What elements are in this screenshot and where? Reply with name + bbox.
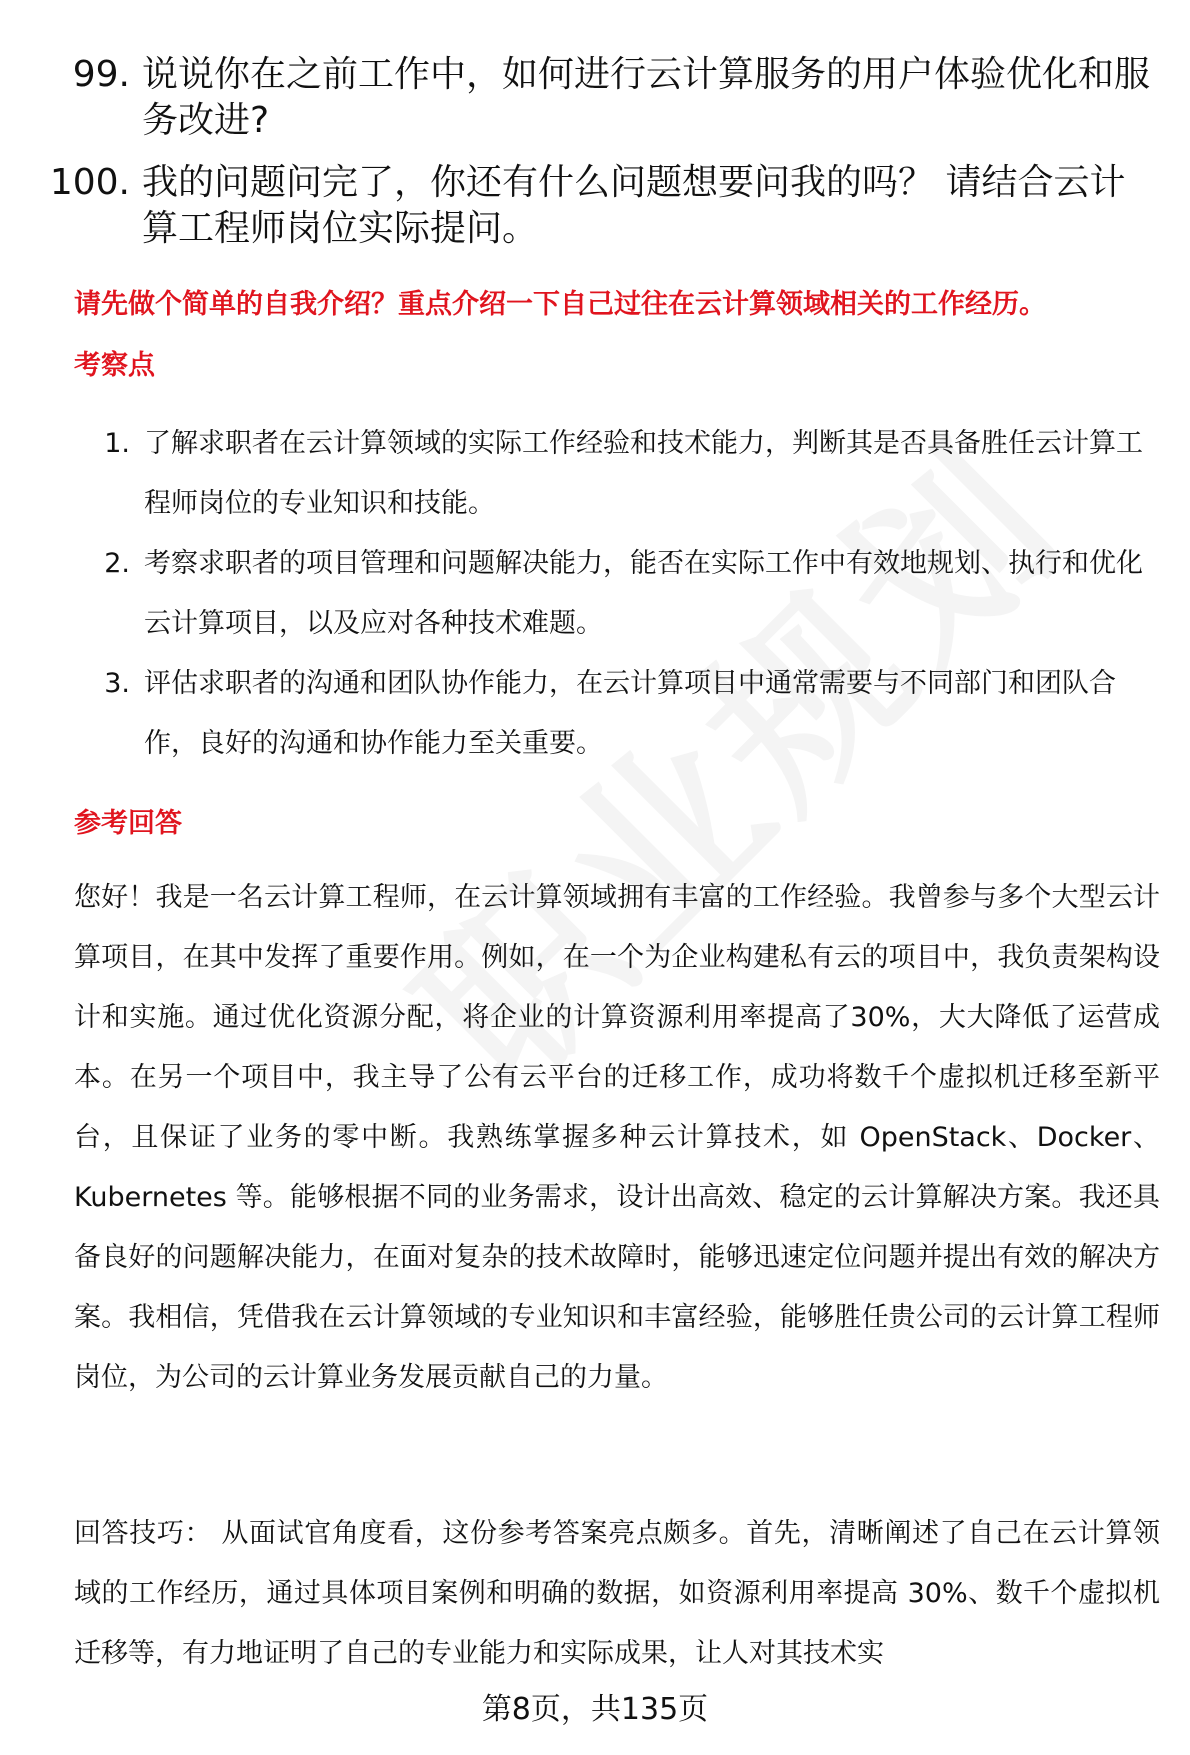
tips-paragraph: 回答技巧： 从面试官角度看，这份参考答案亮点颇多。首先，清晰阐述了自己在云计算领域的工作经历，通过具体项目案例和明确的数据，如资源利用率提高 30%、数千个虚拟机迁移等，有力地证明了自己的专业能力和实际成果，让人对其技术实: [74, 1518, 1160, 1669]
point-text: 了解求职者在云计算领域的实际工作经验和技术能力，判断其是否具备胜任云计算工程师岗位的专业知识和技能。: [144, 428, 1143, 519]
points-list: [74, 414, 1160, 774]
question-text: 我的问题问完了，你还有什么问题想要问我的吗？ 请结合云计算工程师岗位实际提问。: [142, 162, 1126, 249]
answer-heading: 参考回答: [74, 808, 182, 839]
point-item: [74, 654, 1160, 774]
answer-paragraph: 您好！我是一名云计算工程师，在云计算领域拥有丰富的工作经验。我曾参与多个大型云计算项目，在其中发挥了重要作用。例如，在一个为企业构建私有云的项目中，我负责架构设计和实施。通过优化资源分配，将企业的计算资源利用率提高了30%，大大降低了运营成本。在另一个项目中，我主导了公有云平台的迁移工作，成功将数千个虚拟机迁移至新平台，且保证了业务的零中断。我熟练掌握多种云计算技术，如 OpenStack、Docker、Kubernetes 等。能够根据不同的业务需求，设计出高效、稳定的云计算解决方案。我还具备良好的问题解决能力，在面对复杂的技术故障时，能够迅速定位问题并提出有效的解决方案。我相信，凭借我在云计算领域的专业知识和丰富经验，能够胜任贵公司的云计算工程师岗位，为公司的云计算业务发展贡献自己的力量。: [74, 882, 1160, 1393]
question-number: 99.: [72, 54, 130, 95]
question-number: 100.: [49, 162, 130, 203]
section-title: 请先做个简单的自我介绍？重点介绍一下自己过往在云计算领域相关的工作经历。: [74, 289, 1046, 320]
point-item: [74, 414, 1160, 534]
page-footer: 第8页，共135页: [481, 1692, 709, 1727]
point-item: [74, 534, 1160, 654]
question-item: [40, 160, 1160, 252]
points-heading: 考察点: [74, 350, 155, 381]
point-text: 评估求职者的沟通和团队协作能力，在云计算项目中通常需要与不同部门和团队合作，良好的沟通和协作能力至关重要。: [144, 668, 1116, 759]
point-number: 2.: [104, 548, 130, 579]
point-number: 3.: [104, 668, 130, 699]
question-text: 说说你在之前工作中，如何进行云计算服务的用户体验优化和服务改进?: [142, 54, 1151, 141]
question-list: [40, 52, 1160, 268]
point-number: 1.: [104, 428, 130, 459]
question-item: [40, 52, 1160, 144]
point-text: 考察求职者的项目管理和问题解决能力，能否在实际工作中有效地规划、执行和优化云计算项目，以及应对各种技术难题。: [144, 548, 1143, 639]
